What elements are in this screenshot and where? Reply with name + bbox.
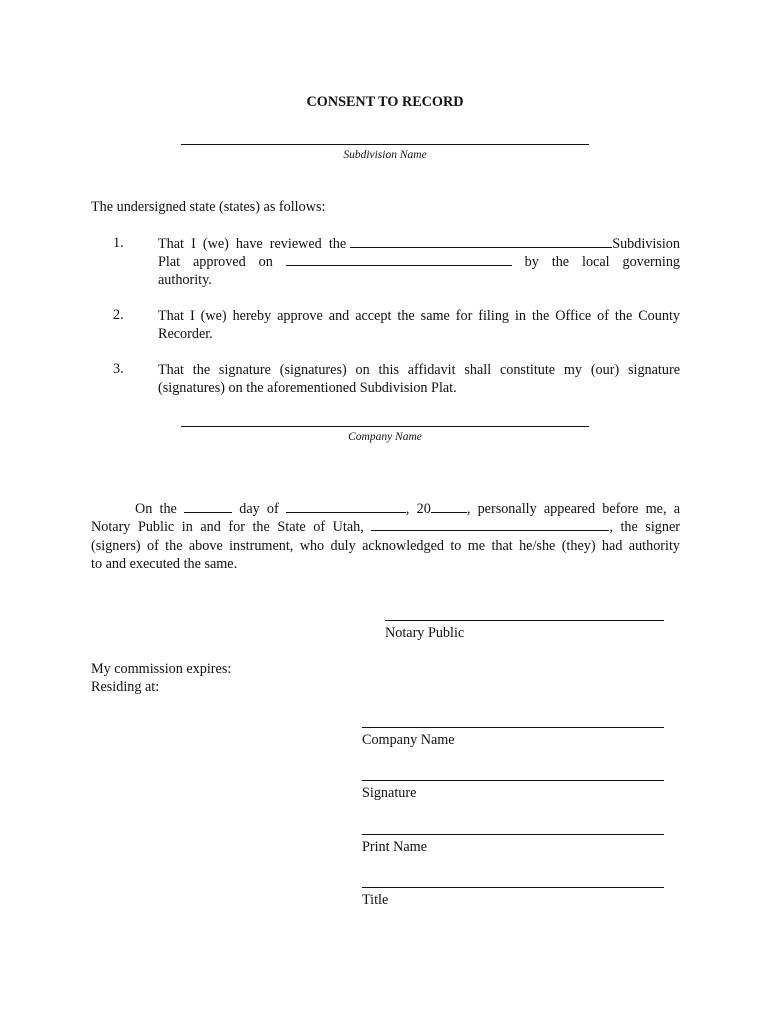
reviewed-by-blank[interactable] (350, 236, 612, 248)
signer-name-blank[interactable] (371, 519, 609, 531)
notary-text: , personally appeared before me, a (466, 501, 681, 517)
item-1-text-c: Plat approved on (158, 254, 273, 270)
company-name-signature-line[interactable] (362, 727, 664, 728)
company-name-label: Company Name (362, 732, 455, 748)
company-name-caption: Company Name (348, 431, 422, 443)
item-number: 3. (113, 361, 124, 377)
commission-expires-label: My commission expires: (91, 661, 232, 677)
notary-public-signature-line[interactable] (385, 620, 664, 621)
subdivision-name-line[interactable] (181, 144, 589, 145)
intro-statement: The undersigned state (states) as follows: (91, 199, 326, 215)
notary-text: day of (239, 501, 279, 517)
notary-line-4: to and executed the same. (91, 555, 238, 572)
notary-text: Notary Public in and for the State of Utah, (91, 519, 364, 536)
notary-text: On the (135, 501, 177, 517)
document-title: CONSENT TO RECORD (306, 94, 464, 110)
notary-line-3: (signers) of the above instrument, who duly acknowledged to me that he/she (they) had authority (91, 537, 680, 554)
company-name-line[interactable] (181, 426, 589, 427)
title-line[interactable] (362, 887, 664, 888)
day-blank[interactable] (184, 501, 232, 513)
item-1-line-2 (158, 253, 680, 271)
item-1-text-b: Subdivision (612, 236, 680, 252)
residing-at-label: Residing at: (91, 679, 160, 695)
notary-acknowledgment (91, 500, 680, 573)
title-label: Title (362, 892, 389, 908)
item-1-text-a: That I (we) have reviewed the (158, 236, 347, 252)
item-1-line-1 (158, 235, 680, 253)
item-2: That I (we) hereby approve and accept the same for filing in the Office of the County Recorder. (158, 308, 680, 342)
signature-line[interactable] (362, 780, 664, 781)
notary-public-label: Notary Public (385, 625, 465, 641)
item-1-text-d: by the local governing (524, 254, 681, 270)
print-name-label: Print Name (362, 839, 428, 855)
item-1-line-3: authority. (158, 272, 212, 288)
notary-text: , 20 (405, 501, 431, 517)
item-number: 2. (113, 307, 124, 323)
item-3: That the signature (signatures) on this affidavit shall constitute my (our) signature (signatures) on the aforementioned Subdivision Plat. (158, 362, 680, 396)
month-blank[interactable] (286, 501, 406, 513)
item-number: 1. (113, 235, 124, 251)
print-name-line[interactable] (362, 834, 664, 835)
notary-text: , the signer (609, 519, 680, 536)
notary-line-1 (91, 500, 680, 518)
plat-approved-date-blank[interactable] (286, 254, 512, 266)
subdivision-name-caption: Subdivision Name (343, 149, 427, 161)
notary-line-2 (91, 518, 680, 536)
signature-label: Signature (362, 785, 417, 801)
year-blank[interactable] (431, 501, 467, 513)
item-1 (158, 235, 680, 289)
